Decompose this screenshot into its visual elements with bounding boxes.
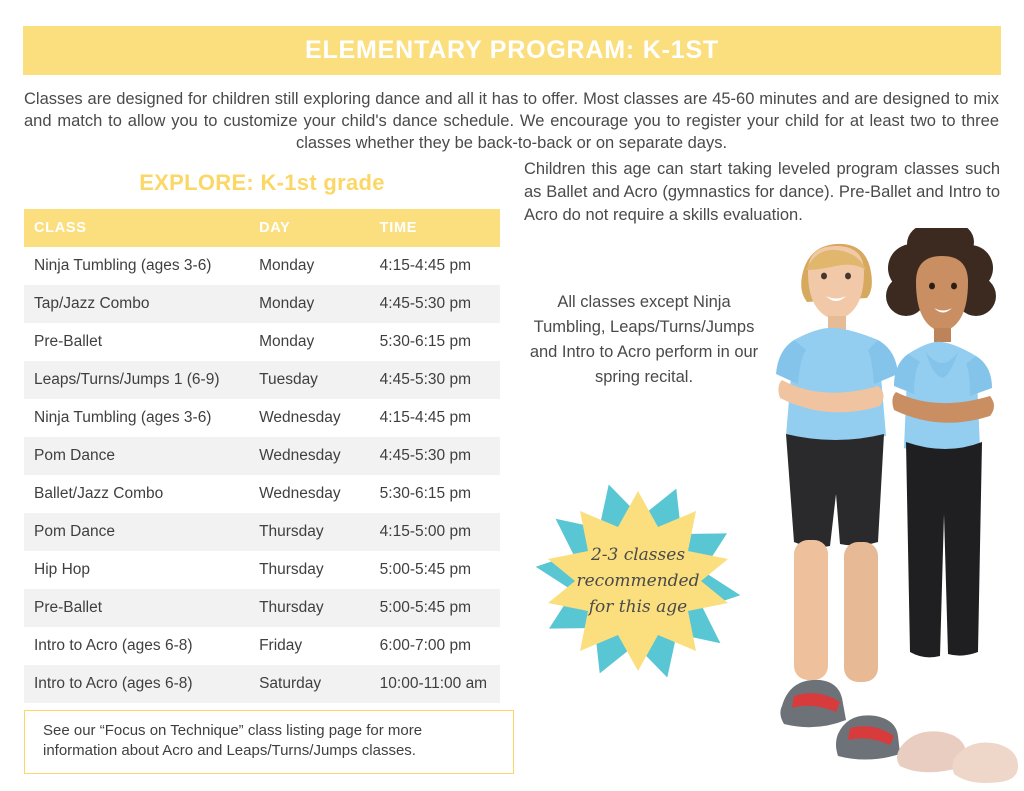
cell-class: Ballet/Jazz Combo xyxy=(34,485,164,502)
cell-time: 4:45-5:30 pm xyxy=(379,371,472,388)
badge-text-group xyxy=(534,477,742,685)
badge-line-1: 2-3 classes xyxy=(590,545,686,565)
table-header-row xyxy=(24,209,500,247)
table-row xyxy=(24,627,500,665)
cell-time: 4:45-5:30 pm xyxy=(379,295,472,312)
cell-class: Pre-Ballet xyxy=(34,599,103,616)
table-row xyxy=(24,361,500,399)
cell-time: 5:00-5:45 pm xyxy=(379,561,472,578)
cell-class: Hip Hop xyxy=(34,561,90,578)
table-row xyxy=(24,247,500,285)
cell-class: Intro to Acro (ages 6-8) xyxy=(34,637,193,654)
cell-day: Monday xyxy=(259,257,315,274)
cell-time: 6:00-7:00 pm xyxy=(379,637,472,654)
boy-eye-left xyxy=(821,273,827,280)
cell-time: 10:00-11:00 am xyxy=(379,675,488,692)
table-row xyxy=(24,437,500,475)
cell-time: 5:30-6:15 pm xyxy=(379,485,472,502)
explore-heading: EXPLORE: K-1st grade xyxy=(139,170,385,195)
recital-callout-text: All classes except Ninja Tumbling, Leaps/Turns/Jumps and Intro to Acro perform in our spring recital. xyxy=(529,293,759,386)
cell-day: Thursday xyxy=(259,523,324,540)
cell-day: Monday xyxy=(259,333,315,350)
cell-day: Tuesday xyxy=(259,371,318,388)
badge-line-3: for this age xyxy=(588,597,688,617)
intro-paragraph: Classes are designed for children still exploring dance and all it has to offer. Most classes are 45-60 minutes and are designed to mix and match to allow you to customize your child's dance schedule. We encourage you to register your child for at least two to three classes whether they be back-to-back or on separate days. xyxy=(24,90,999,152)
table-row xyxy=(24,399,500,437)
cell-time: 4:15-4:45 pm xyxy=(379,409,472,426)
cell-time: 5:00-5:45 pm xyxy=(379,599,472,616)
cell-class: Pom Dance xyxy=(34,447,115,464)
badge-line-2: recommended xyxy=(576,571,700,591)
table-row xyxy=(24,665,500,703)
boy-leg-left xyxy=(794,540,828,680)
cell-class: Ninja Tumbling (ages 3-6) xyxy=(34,409,212,426)
table-row xyxy=(24,589,500,627)
leveled-program-paragraph: Children this age can start taking leveled program classes such as Ballet and Acro (gymnastics for dance). Pre-Ballet and Intro to Acro do not require a skills evaluation. xyxy=(524,160,1000,224)
cell-class: Tap/Jazz Combo xyxy=(34,295,150,312)
cell-time: 4:15-4:45 pm xyxy=(379,257,472,274)
column-header-time: TIME xyxy=(370,209,500,247)
cell-day: Wednesday xyxy=(259,409,341,426)
cell-class: Intro to Acro (ages 6-8) xyxy=(34,675,193,692)
cell-day: Wednesday xyxy=(259,485,341,502)
girl-leotard xyxy=(904,342,980,455)
girl-eye-right xyxy=(951,283,957,290)
cell-day: Saturday xyxy=(259,675,322,692)
column-header-class: CLASS xyxy=(24,209,249,247)
program-header-banner xyxy=(23,26,1001,75)
girl-eye-left xyxy=(929,283,935,290)
boy-eye-right xyxy=(845,273,851,280)
table-row xyxy=(24,475,500,513)
cell-day: Wednesday xyxy=(259,447,341,464)
boy-shorts xyxy=(786,434,884,547)
technique-note-text: See our “Focus on Technique” class listing page for more information about Acro and Leaps/Turns/Jumps classes. xyxy=(43,722,423,759)
table-row xyxy=(24,323,500,361)
cell-day: Monday xyxy=(259,295,315,312)
cell-time: 4:45-5:30 pm xyxy=(379,447,472,464)
cell-class: Ninja Tumbling (ages 3-6) xyxy=(34,257,212,274)
girl-neck xyxy=(934,328,951,342)
girl-head xyxy=(916,256,968,332)
table-row xyxy=(24,513,500,551)
children-dancers-photo xyxy=(760,228,1024,791)
cell-time: 5:30-6:15 pm xyxy=(379,333,472,350)
cell-day: Friday xyxy=(259,637,303,654)
boy-shirt xyxy=(786,328,886,442)
cell-class: Leaps/Turns/Jumps 1 (6-9) xyxy=(34,371,220,388)
class-schedule-table xyxy=(24,209,500,703)
children-illustration xyxy=(760,228,1024,791)
page-title: ELEMENTARY PROGRAM: K-1ST xyxy=(305,36,719,64)
cell-class: Pre-Ballet xyxy=(34,333,103,350)
technique-note-box xyxy=(24,710,514,774)
girl-leggings xyxy=(906,442,982,657)
cell-time: 4:15-5:00 pm xyxy=(379,523,472,540)
boy-leg-right xyxy=(844,542,878,682)
cell-class: Pom Dance xyxy=(34,523,115,540)
table-header xyxy=(24,209,500,247)
column-header-day: DAY xyxy=(249,209,370,247)
table-row xyxy=(24,285,500,323)
table-body xyxy=(24,247,500,703)
table-row xyxy=(24,551,500,589)
cell-day: Thursday xyxy=(259,561,324,578)
cell-day: Thursday xyxy=(259,599,324,616)
recommendation-badge xyxy=(534,477,742,685)
